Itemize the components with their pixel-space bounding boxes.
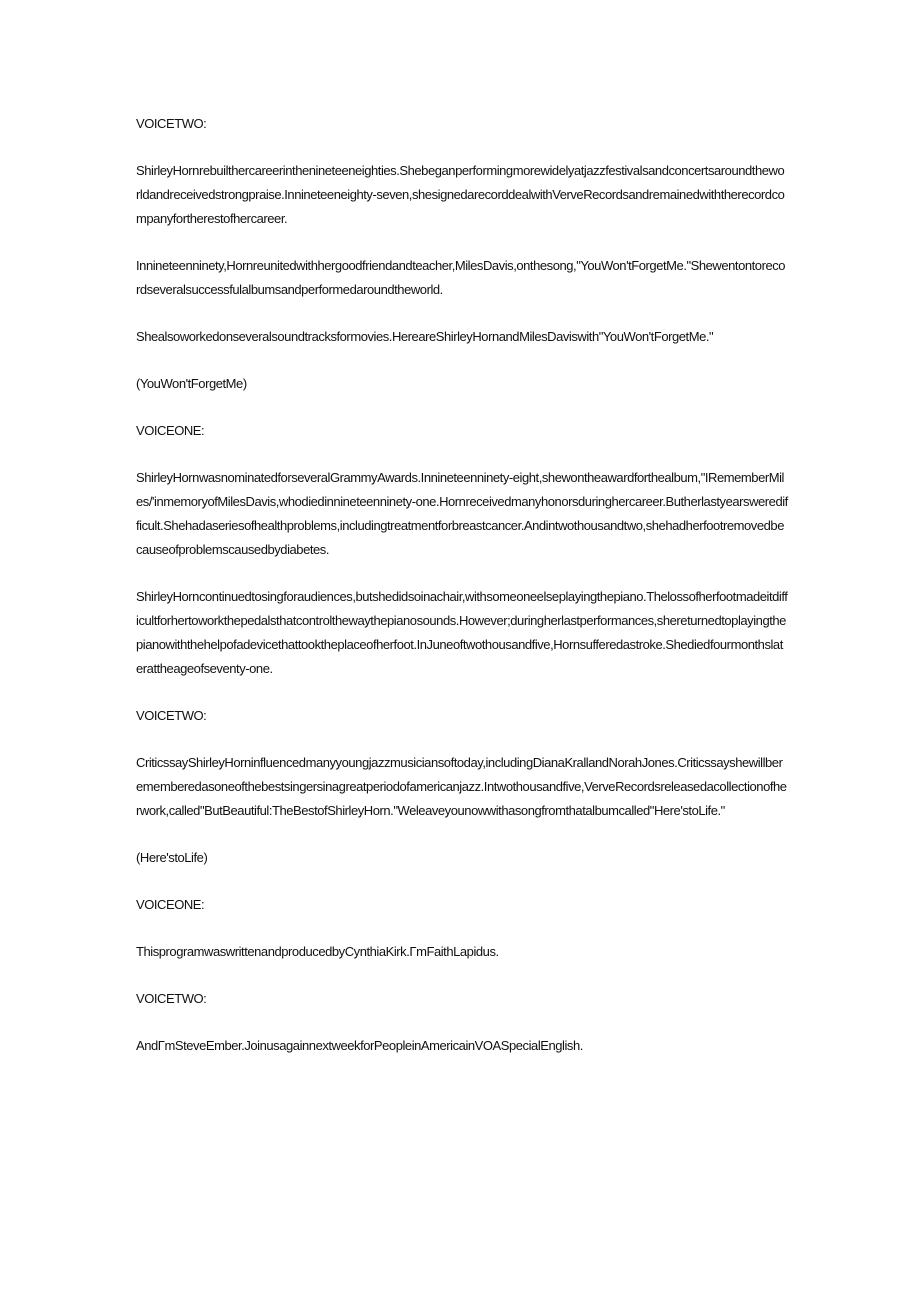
song-title-note: (YouWon'tForgetMe) xyxy=(136,376,247,391)
speaker-label: VOICETWO: xyxy=(136,991,207,1006)
body-paragraph: ShirleyHornrebuilthercareerinthenineteeneighties.Shebeganperformingmorewidelyatjazzfestivalsandconcertsaroundtheworldandreceivedstrongpraise.Innineteeneighty-seven,shesignedarecorddealwithVerveRecordsandremainedwiththerecordcompanyfortherestofhercareer. xyxy=(136,163,785,226)
speaker-label: VOICEONE: xyxy=(136,423,205,438)
body-paragraph: AndΓmSteveEmber.JoinusagainnextweekforPeopleinAmericainVOASpecialEnglish. xyxy=(136,1038,583,1053)
body-paragraph: ThisprogramwaswrittenandproducedbyCynthiaKirk.ΓmFaithLapidus. xyxy=(136,944,499,959)
body-paragraph: Shealsoworkedonseveralsoundtracksformovies.HereareShirleyHornandMilesDaviswith"YouWon'tForgetMe." xyxy=(136,329,714,344)
speaker-label: VOICEONE: xyxy=(136,897,205,912)
body-paragraph: ShirleyHorncontinuedtosingforaudiences,butshedidsoinachair,withsomeoneelseplayingthepiano.Thelossofherfootmadeitdifficultforhertoworkthepedalsthatcontrolthewaythepianosounds.However;duringherlastperformances,shereturnedtoplayingthepianowiththehelpofadevicethattooktheplaceofherfoot.InJuneoftwothousandfive,Hornsufferedastroke.Shediedfourmonthslaterattheageofseventy-one. xyxy=(136,589,788,676)
document-body xyxy=(136,112,788,1081)
speaker-label: VOICETWO: xyxy=(136,116,207,131)
body-paragraph: Innineteenninety,Hornreunitedwithhergoodfriendandteacher,MilesDavis,onthesong,"YouWon'tForgetMe."Shewentontorecordseveralsuccessfulalbumsandperformedaroundtheworld. xyxy=(136,258,786,297)
body-paragraph: ShirleyHornwasnominatedforseveralGrammyAwards.Innineteenninety-eight,shewontheawardforthealbum,"IRememberMiles/'inmemoryofMilesDavis,whodiedinnineteenninety-one.Hornreceivedmanyhonorsduringhercareer.Butherlastyearsweredifficult.Shehadaseriesofhealthproblems,includingtreatmentforbreastcancer.Andintwothousandtwo,shehadherfootremovedbecauseofproblemscausedbydiabetes. xyxy=(136,470,788,557)
body-paragraph: CriticssayShirleyHorninfluencedmanyyoungjazzmusiciansoftoday,includingDianaKrallandNorahJones.Criticssayshewillberememberedasoneofthebestsingersinagreatperiodofamericanjazz.Intwothousandfive,VerveRecordsreleasedacollectionofherwork,called"ButBeautiful:TheBestofShirleyHorn."Weleaveyounowwithasongfromthatalbumcalled"Here'stoLife." xyxy=(136,755,787,818)
song-title-note: (Here'stoLife) xyxy=(136,850,208,865)
speaker-label: VOICETWO: xyxy=(136,708,207,723)
